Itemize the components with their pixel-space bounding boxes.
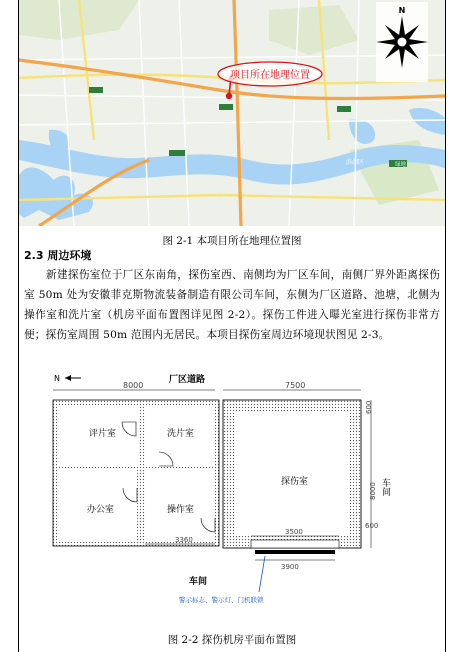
dim-door-outer: 3900 (281, 563, 299, 571)
section-heading: 2.3 周边环境 (24, 249, 92, 262)
dim-bottom-wall: 600 (365, 522, 379, 530)
compass-north-label: N (398, 6, 406, 15)
dim-door-width: 3500 (285, 528, 303, 536)
room-develop: 评片室 (89, 429, 117, 439)
dim-top-wall: 600 (365, 400, 373, 414)
north-label: N (54, 374, 60, 383)
figure1-caption: 图 2-1 本项目所在地理位置图 (162, 235, 302, 247)
location-map (19, 0, 445, 226)
body-paragraph: 新建探伤室位于厂区东南角，探伤室西、南侧均为厂区车间，南侧厂界外距离探伤室 50m 处为安徽菲克斯物流装备制造有限公司车间，东侧为厂区道路、池塘，北侧为操作室和洗片室（机房平面布置图详见图 2-2）。探伤工件进入曝光室进行探伤非常方便；探伤室周围 50m 范围内无居民。本项目探伤室周边环境现状图见 2-3。 (24, 269, 440, 341)
place-label: 滨湖区 (346, 159, 365, 166)
dim-left-width: 8000 (123, 381, 144, 390)
road-label: 厂区道路 (169, 375, 206, 385)
location-label: 项目所在地理位置 (230, 70, 310, 81)
shield-door (255, 550, 335, 554)
room-operate: 操作室 (167, 505, 195, 515)
figure2-caption: 图 2-2 探伤机房平面布置图 (167, 634, 297, 646)
room-office: 办公室 (87, 505, 115, 515)
floor-plan-graphic (19, 370, 445, 625)
warning-note: 警示标志、警示灯、门机联锁 (179, 596, 264, 604)
room-flaw: 探伤室 (281, 477, 309, 487)
floor-plan (19, 370, 445, 625)
workshop-east-label: 车间 (380, 478, 390, 496)
dim-right-width: 7500 (285, 381, 306, 390)
dim-operate-width: 3360 (175, 536, 193, 544)
room-wash: 洗片室 (167, 429, 195, 439)
north-arrow-icon (54, 374, 81, 383)
map-graphic (19, 0, 445, 226)
compass-rose-icon (376, 2, 428, 82)
workshop-south-label: 车间 (189, 577, 208, 587)
place-label: 绿地 (395, 162, 407, 168)
dim-height: 8000 (369, 482, 377, 500)
